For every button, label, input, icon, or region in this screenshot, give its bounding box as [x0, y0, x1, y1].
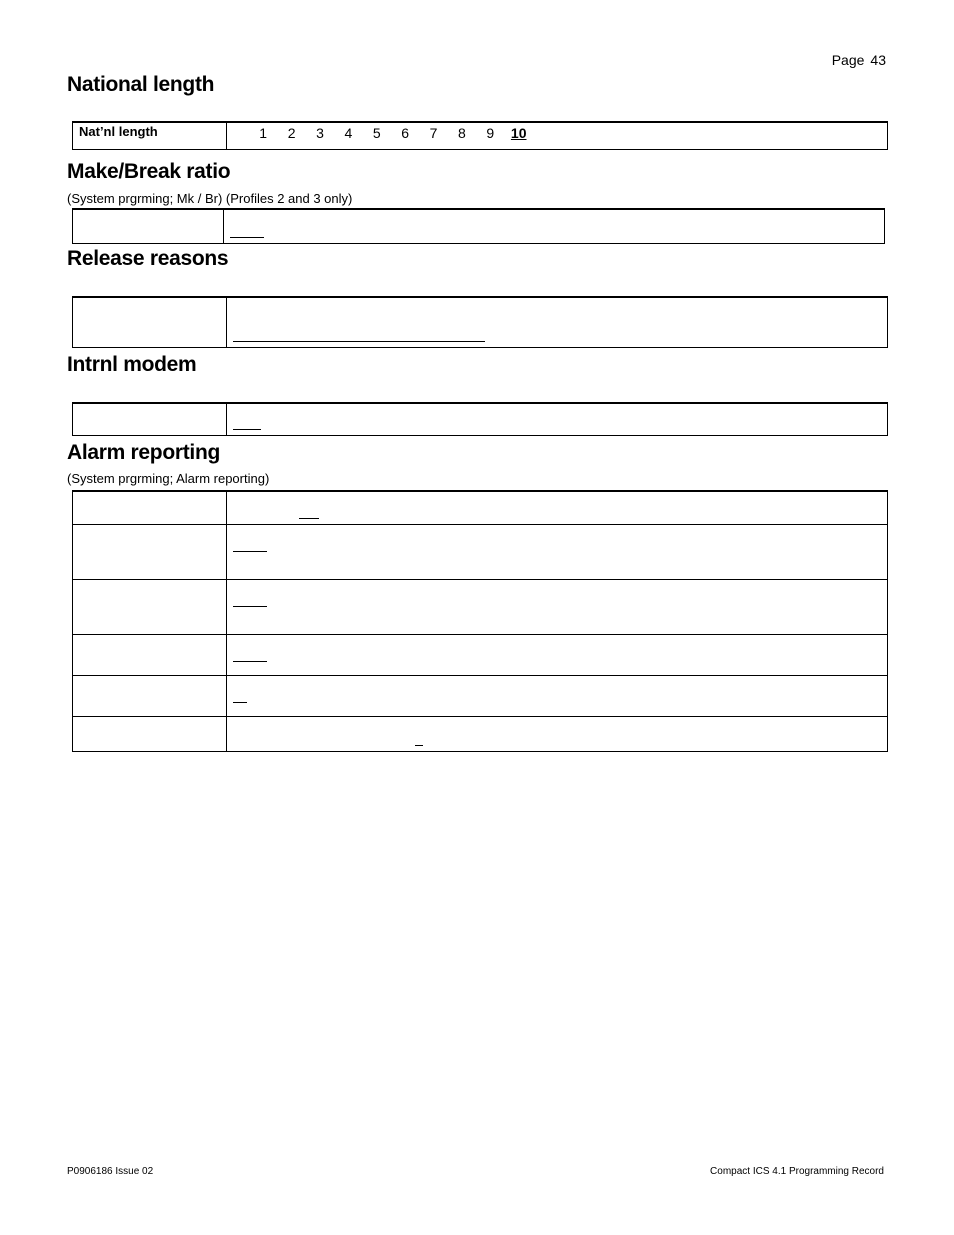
national-length-heading: National length	[67, 73, 215, 96]
option-8[interactable]: 8	[458, 125, 466, 141]
option-7[interactable]: 7	[429, 125, 438, 141]
alarm-row-5-value	[227, 676, 888, 717]
internal-modem-value-cell	[227, 403, 888, 436]
alarm-row-5-line	[233, 701, 247, 703]
alarm-row-5-label	[73, 676, 227, 717]
option-10-selected[interactable]: 10	[510, 125, 527, 141]
option-5[interactable]: 5	[372, 125, 381, 141]
make-break-value-line	[230, 236, 264, 238]
page-label: Page	[831, 52, 865, 68]
release-reasons-value-line	[233, 340, 485, 342]
option-4[interactable]: 4	[344, 125, 353, 141]
make-break-label-cell	[73, 209, 224, 244]
national-length-table	[72, 121, 888, 150]
release-reasons-heading: Release reasons	[67, 247, 229, 270]
alarm-row-6-line	[415, 744, 423, 746]
option-1[interactable]: 1	[259, 125, 268, 141]
alarm-row-2-value	[227, 525, 888, 580]
national-length-label: Nat’nl length	[79, 124, 158, 139]
alarm-row-1-value	[227, 491, 888, 525]
footer-document-title: Compact ICS 4.1 Programming Record	[710, 1166, 884, 1177]
alarm-row-4-label	[73, 635, 227, 676]
internal-modem-heading: Intrnl modem	[67, 353, 197, 376]
national-length-label-cell	[73, 122, 227, 149]
make-break-value-cell	[224, 209, 885, 244]
internal-modem-value-line	[233, 428, 261, 430]
national-length-options	[227, 123, 887, 141]
footer-document-id: P0906186 Issue 02	[67, 1166, 154, 1177]
make-break-table	[72, 208, 885, 244]
alarm-row-4-line	[233, 660, 267, 662]
alarm-row-3-value	[227, 580, 888, 635]
alarm-row-1-label	[73, 491, 227, 525]
alarm-row-3-label	[73, 580, 227, 635]
internal-modem-label-cell	[73, 403, 227, 436]
alarm-row-6-label	[73, 717, 227, 752]
release-reasons-value-cell	[227, 297, 888, 348]
alarm-row-2-line	[233, 550, 267, 552]
alarm-row-4-value	[227, 635, 888, 676]
make-break-subtitle: (System prgrming; Mk / Br) (Profiles 2 and 3 only)	[67, 191, 353, 206]
alarm-reporting-subtitle: (System prgrming; Alarm reporting)	[67, 471, 270, 486]
alarm-row-1-line	[299, 517, 319, 519]
page-number	[826, 52, 886, 68]
alarm-reporting-heading: Alarm reporting	[67, 441, 221, 464]
option-6[interactable]: 6	[401, 125, 410, 141]
alarm-row-2-label	[73, 525, 227, 580]
make-break-heading: Make/Break ratio	[67, 160, 231, 183]
alarm-row-3-line	[233, 605, 267, 607]
release-reasons-table	[72, 296, 888, 348]
option-9[interactable]: 9	[486, 125, 495, 141]
release-reasons-label-cell	[73, 297, 227, 348]
option-3[interactable]: 3	[316, 125, 324, 141]
option-2[interactable]: 2	[287, 125, 296, 141]
page-value: 43	[870, 52, 886, 68]
internal-modem-table	[72, 402, 888, 436]
alarm-reporting-table	[72, 490, 888, 752]
alarm-row-6-value	[227, 717, 888, 752]
national-length-options-cell	[227, 122, 888, 149]
